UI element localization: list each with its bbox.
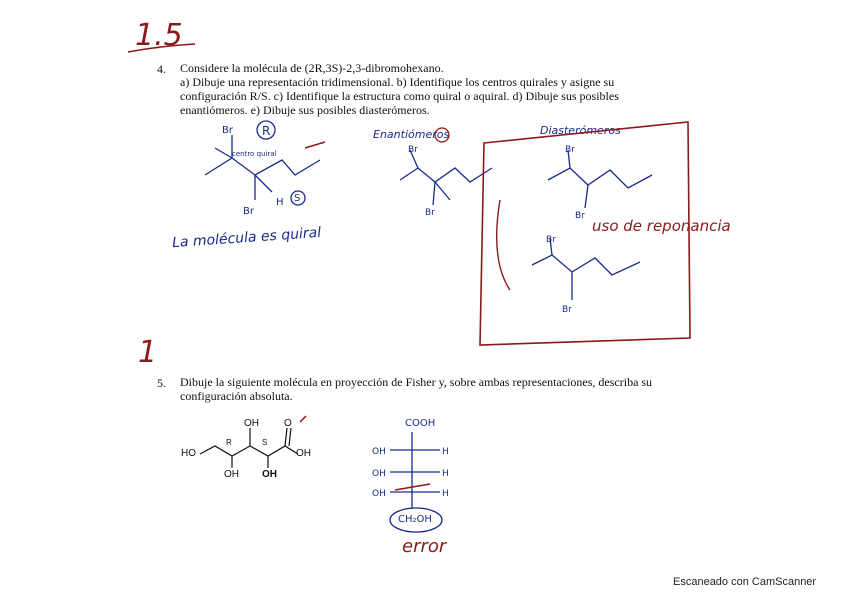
svg-text:H: H	[442, 489, 449, 499]
teacher-note-resonance: uso de reponancia	[592, 217, 731, 235]
red-bracket	[497, 200, 510, 290]
enantiomers-label: Enantiómeros	[373, 128, 450, 141]
q5-red-tick	[300, 416, 306, 422]
svg-text:Br: Br	[243, 206, 254, 217]
scanner-watermark: Escaneado con CamScanner	[673, 576, 817, 588]
question-5-line-2: configuración absoluta.	[180, 389, 293, 403]
struct-label-s: S	[262, 438, 268, 447]
question-4-line-3: configuración R/S. c) Identifique la estructura como quiral o aquiral. d) Dibuje sus posibles	[180, 89, 619, 103]
q4-enantiomer-structure	[400, 128, 492, 218]
svg-text:Br: Br	[565, 145, 575, 155]
diastereomers-label: Diasterómeros	[540, 124, 621, 137]
q4-diastereomer-1	[548, 145, 652, 221]
diastereomer-box	[480, 122, 690, 345]
question-4-line-1: Considere la molécula de (2R,3S)-2,3-dibromohexano.	[180, 61, 444, 75]
struct-acid-oh: OH	[296, 448, 311, 459]
struct-oh-bottom-2: OH	[262, 469, 277, 480]
struct-ho-left: HO	[181, 448, 196, 459]
svg-text:Br: Br	[408, 145, 418, 155]
config-r-label: R	[262, 124, 271, 138]
score-underline	[128, 44, 195, 52]
fischer-bottom-group: CH₂OH	[398, 514, 432, 525]
svg-text:OH: OH	[372, 489, 386, 499]
question-4-number: 4.	[157, 62, 166, 76]
svg-text:OH: OH	[372, 447, 386, 457]
svg-text:Br: Br	[222, 125, 233, 136]
fischer-top-group: COOH	[405, 418, 436, 429]
svg-text:H: H	[276, 197, 284, 208]
svg-text:Br: Br	[562, 305, 572, 315]
svg-text:Br: Br	[425, 208, 435, 218]
fischer-teacher-note: error	[402, 536, 447, 557]
svg-text:H: H	[442, 447, 449, 457]
question-5-number: 5.	[157, 376, 166, 390]
svg-text:H: H	[442, 469, 449, 479]
struct-label-r: R	[226, 438, 232, 447]
q4-diastereomer-2	[532, 235, 640, 315]
score-top: 1.5	[135, 18, 183, 53]
svg-text:Br: Br	[575, 211, 585, 221]
score-bottom: 1	[138, 335, 158, 370]
struct-carbonyl-o: O	[284, 418, 292, 429]
q4-3d-structure	[205, 121, 320, 217]
svg-text:Br: Br	[546, 235, 556, 245]
question-4-line-4: enantiómeros. e) Dibuje sus posibles diasterómeros.	[180, 103, 430, 117]
q5-fischer-projection	[372, 432, 449, 532]
struct-oh-top: OH	[244, 418, 259, 429]
struct-oh-bottom-1: OH	[224, 469, 239, 480]
config-s-label: S	[294, 193, 301, 204]
chiral-conclusion: La molécula es quiral	[171, 224, 322, 252]
question-4-line-2: a) Dibuje una representación tridimensional. b) Identifique los centros quirales y asigne su	[180, 75, 615, 89]
chiral-center-note: centro quiral	[232, 150, 277, 158]
svg-text:OH: OH	[372, 469, 386, 479]
q4-red-check	[305, 142, 325, 148]
question-5-line-1: Dibuje la siguiente molécula en proyección de Fisher y, sobre ambas representaciones, describa su	[180, 375, 653, 389]
q5-skeletal-structure	[200, 428, 298, 468]
